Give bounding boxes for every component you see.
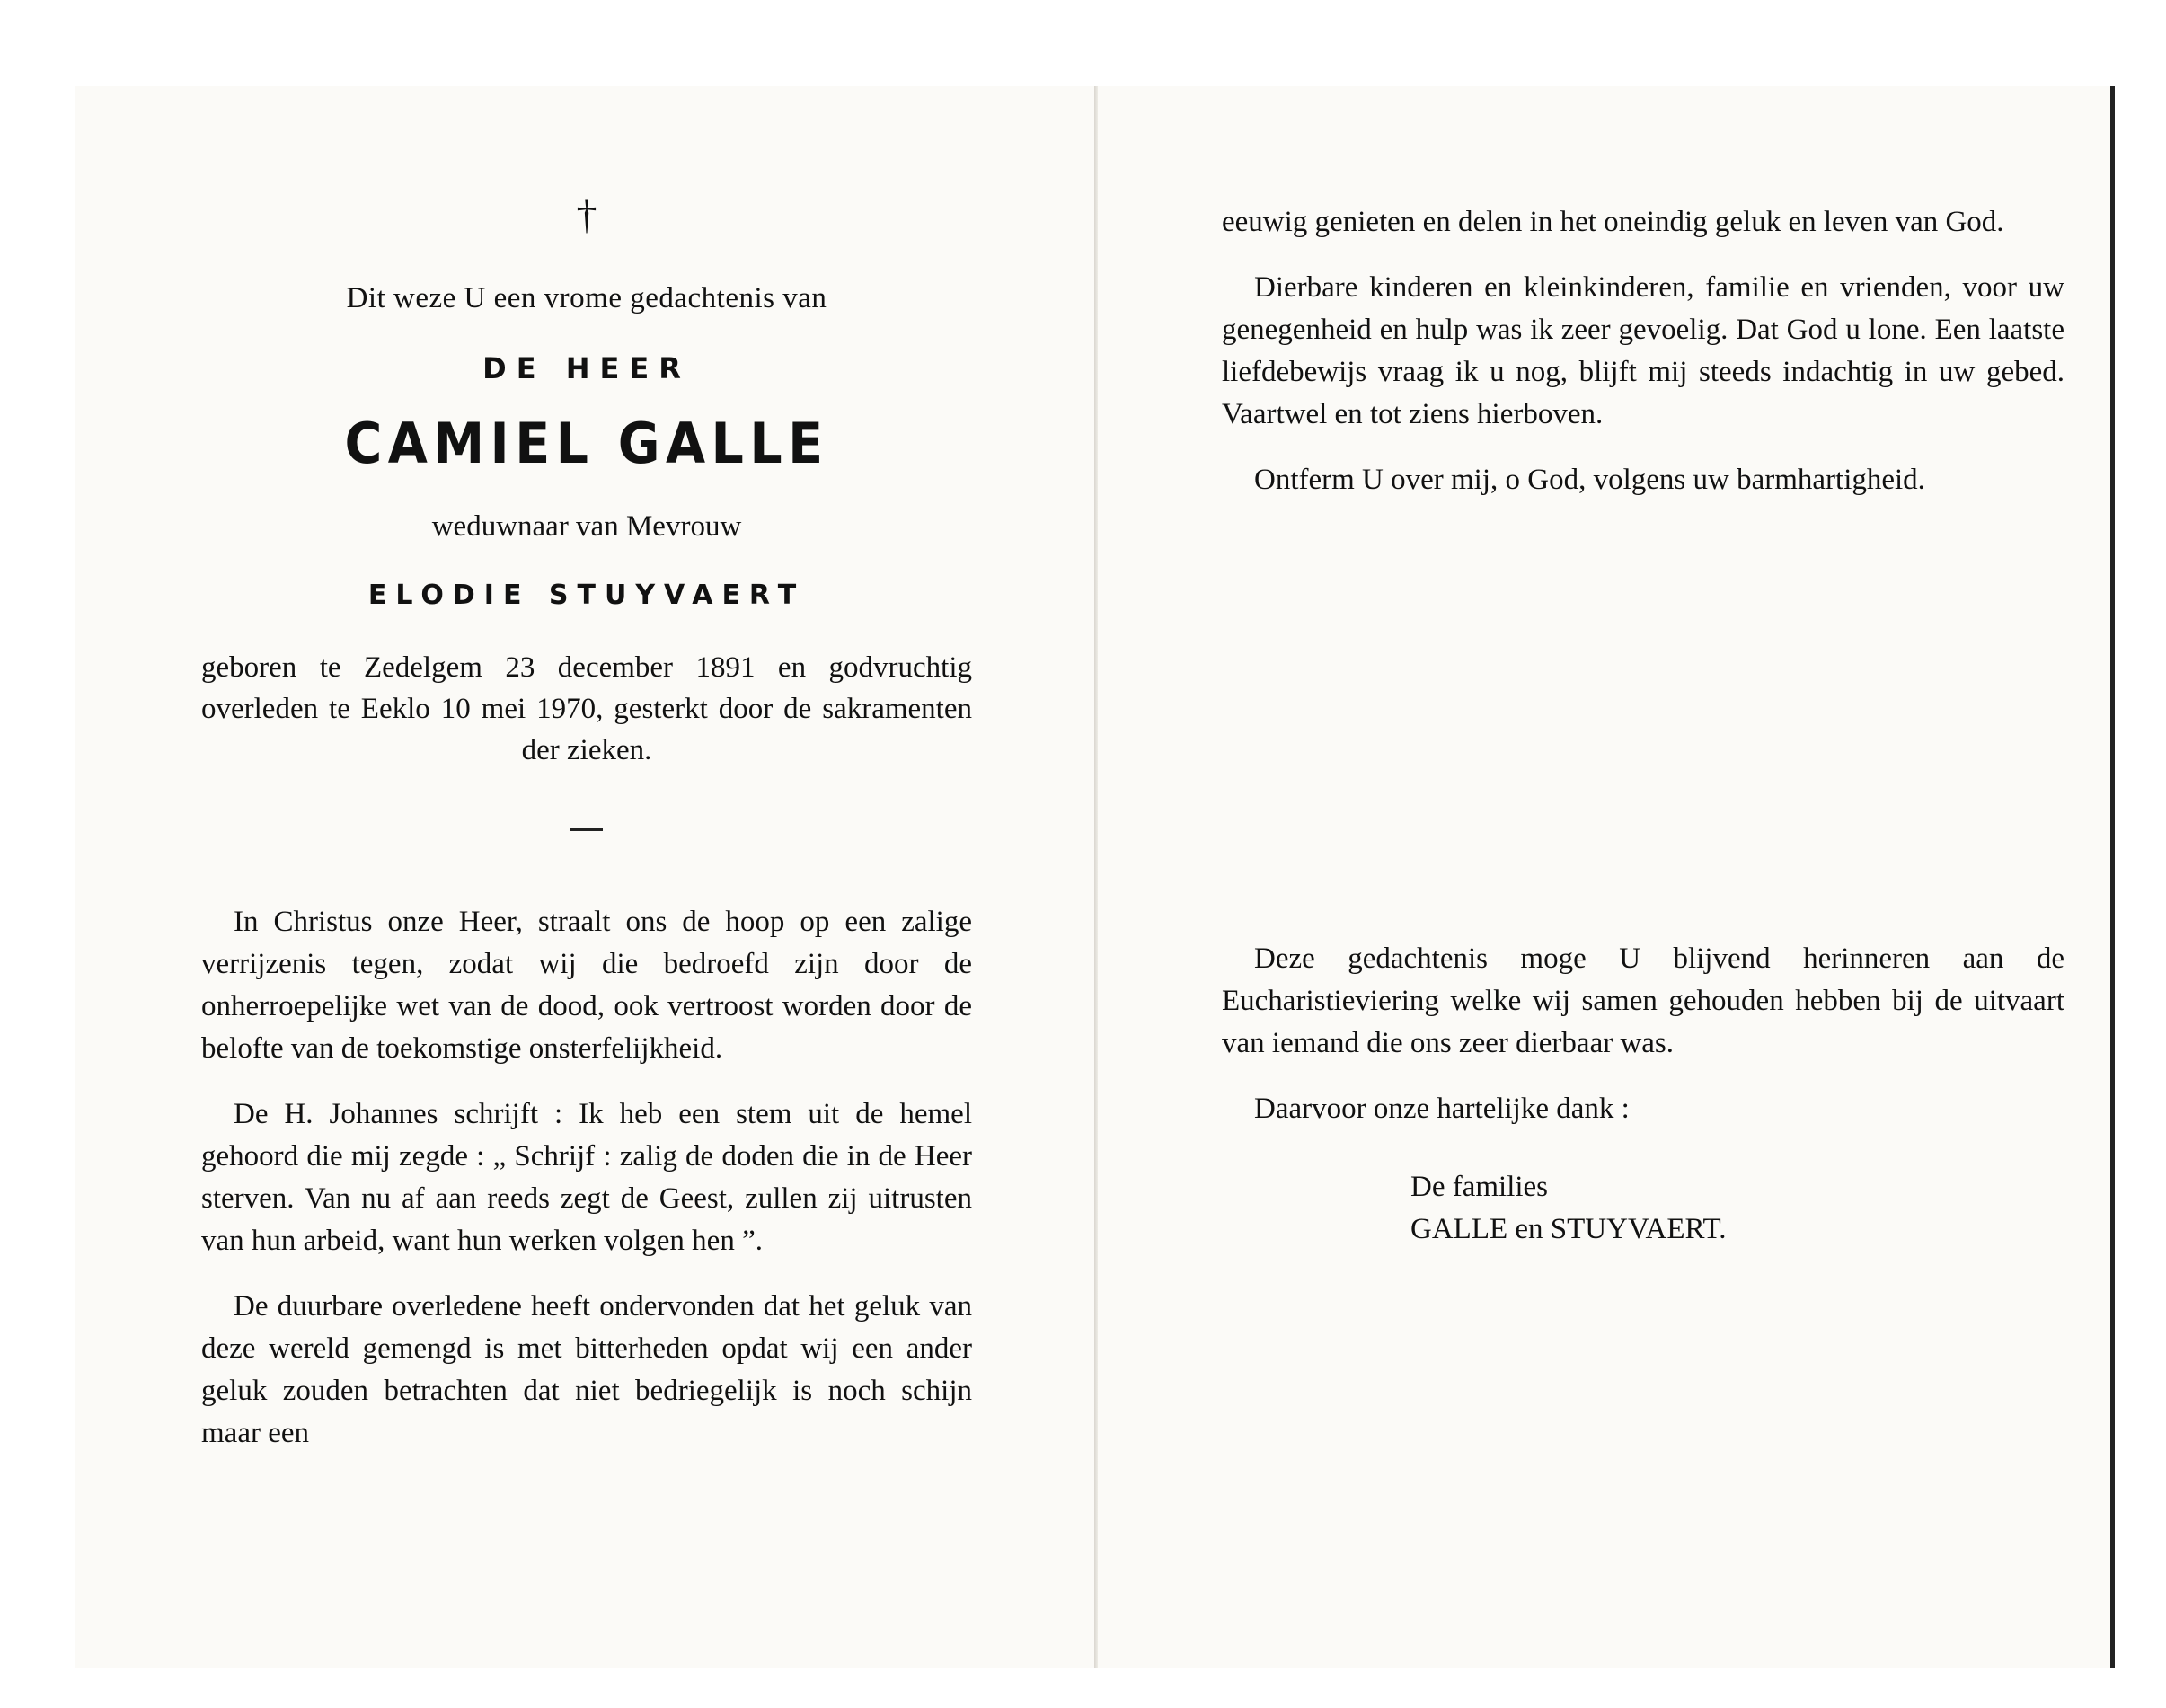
left-page bbox=[201, 86, 972, 1668]
cross-icon: † bbox=[576, 191, 597, 237]
honorific-title: DE HEER bbox=[482, 351, 691, 385]
spouse-name: ELODIE STUYVAERT bbox=[367, 580, 806, 611]
intro-line: Dit weze U een vrome gedachtenis van bbox=[346, 282, 827, 314]
memorial-card bbox=[75, 86, 2115, 1668]
paragraph-overledene: De duurbare overledene heeft ondervonden dat het geluk van deze wereld gemengd is met bitterheden opdat wij een ander geluk zouden betrachten dat niet bedriegelijk is noch schijn maar een bbox=[201, 1290, 972, 1449]
card-fold bbox=[1094, 86, 1098, 1668]
divider bbox=[570, 828, 603, 831]
paragraph-johannes: De H. Johannes schrijft : Ik heb een stem uit de hemel gehoord die mij zegde : „ Schrijf : zalig de doden die in de Heer sterven. Van nu af aan reeds zegt de Geest, zullen zij uitrusten van hun arbeid, want hun werken volgen hen ”. bbox=[201, 1098, 972, 1257]
blank-space bbox=[1222, 525, 2064, 938]
widower-line: weduwnaar van Mevrouw bbox=[431, 510, 742, 543]
deceased-name: CAMIEL GALLE bbox=[344, 411, 829, 476]
birth-death-text: geboren te Zedelgem 23 december 1891 en godvruchtig overleden te Eeklo 10 mei 1970, gesterkt door de sakramenten der zieken. bbox=[201, 651, 972, 766]
thanks-line: Daarvoor onze hartelijke dank : bbox=[1254, 1093, 1630, 1125]
closing-text: Deze gedachtenis moge U blijvend herinneren aan de Eucharistieviering welke wij samen gehouden hebben bij de uitvaart van iemand die ons zeer dierbaar was. bbox=[1222, 942, 2064, 1059]
paragraph-christus: In Christus onze Heer, straalt ons de hoop op een zalige verrijzenis tegen, zodat wij die bedroefd zijn door de onherroepelijke wet van de dood, ook vertroost worden door de belofte van de toekomstige onsterfelijkheid. bbox=[201, 906, 972, 1065]
continuation-text: eeuwig genieten en delen in het oneindig geluk en leven van God. bbox=[1222, 206, 2004, 238]
families-names: GALLE en STUYVAERT. bbox=[1410, 1213, 1727, 1245]
paragraph-dierbare: Dierbare kinderen en kleinkinderen, familie en vrienden, voor uw genegenheid en hulp was ik zeer gevoelig. Dat God u lone. Een laatste liefdebewijs vraag ik u nog, blijft mij steeds indachtig in uw gebed. Vaartwel en tot ziens hierboven. bbox=[1222, 271, 2064, 430]
signature-block bbox=[1410, 1166, 2064, 1251]
families-label: De families bbox=[1410, 1171, 1549, 1203]
paragraph-ontferm: Ontferm U over mij, o God, volgens uw barmhartigheid. bbox=[1254, 464, 1925, 496]
right-page bbox=[1222, 86, 2064, 1668]
